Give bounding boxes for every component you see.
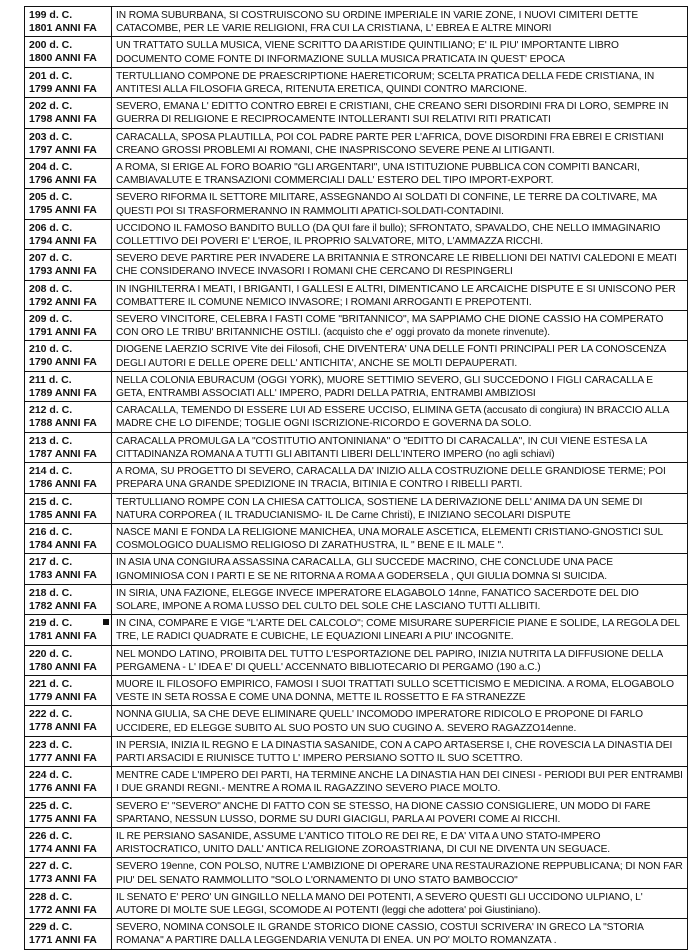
- years-ago-label: 1780 ANNI FA: [29, 660, 97, 673]
- event-text: IN ASIA UNA CONGIURA ASSASSINA CARACALLA, GLI SUCCEDE MACRINO, CHE CONCLUDE UNA PACE IGNOMINIOSA CON I PARTI E SE NE RITORNA A ROMA A GODERSELA , QUI GIULIA DOMNA SI SUICIDA.: [112, 554, 688, 584]
- year-cell: [25, 402, 112, 432]
- timeline-row: [25, 67, 688, 97]
- timeline-row: [25, 159, 688, 189]
- year-label: 207 d. C.: [29, 252, 73, 265]
- year-label: 210 d. C.: [29, 343, 73, 356]
- timeline-row: [25, 402, 688, 432]
- years-ago-label: 1776 ANNI FA: [29, 782, 97, 795]
- year-cell: [25, 219, 112, 249]
- year-cell: [25, 493, 112, 523]
- event-text: A ROMA, SU PROGETTO DI SEVERO, CARACALLA DA' INIZIO ALLA COSTRUZIONE DELLE GRANDIOSE TERME; POI PREPARA UNA GRANDE SPEDIZIONE IN TRACIA, BITINIA E CONTRO I RIBELLI PARTI.: [112, 463, 688, 493]
- timeline-row: [25, 37, 688, 67]
- year-cell: [25, 67, 112, 97]
- years-ago-label: 1792 ANNI FA: [29, 295, 97, 308]
- years-ago-label: 1779 ANNI FA: [29, 690, 97, 703]
- timeline-table: [24, 6, 688, 950]
- event-text: NASCE MANI E FONDA LA RELIGIONE MANICHEA, UNA MORALE ASCETICA, ELEMENTI CRISTIANO-GNOSTICI SUL COSMOLOGICO DUALISMO RELIGIOSO DI ZARATHUSTRA, IL " BENE E IL MALE ".: [112, 523, 688, 553]
- year-cell: [25, 311, 112, 341]
- year-label: 211 d. C.: [29, 373, 72, 386]
- event-text: CARACALLA, SPOSA PLAUTILLA, POI COL PADRE PARTE PER L'AFRICA, DOVE DISORDINI FRA EBREI E CRISTIANI CREANO GROSSI PROBLEMI AI ROMANI, CHE INASPRISCONO SEVERE PENE AI LITIGANTI.: [112, 128, 688, 158]
- year-cell: [25, 645, 112, 675]
- year-label: 229 d. C.: [29, 921, 73, 934]
- years-ago-label: 1797 ANNI FA: [29, 143, 97, 156]
- year-cell: [25, 523, 112, 553]
- timeline-row: [25, 554, 688, 584]
- years-ago-label: 1795 ANNI FA: [29, 204, 97, 217]
- years-ago-label: 1772 ANNI FA: [29, 903, 97, 916]
- year-label: 218 d. C.: [29, 586, 73, 599]
- event-text: NELLA COLONIA EBURACUM (OGGI YORK), MUORE SETTIMIO SEVERO, GLI SUCCEDONO I FIGLI CARACALLA E GETA, ENTRAMBI ASSOCIATI ALL' IMPERO, PADRI DELLA PATRIA, ENTRAMBI AMBIZIOSI: [112, 371, 688, 401]
- event-text: MENTRE CADE L'IMPERO DEI PARTI, HA TERMINE ANCHE LA DINASTIA HAN DEI CINESI - PERIODI BUI PER ENTRAMBI I DUE GRANDI REGNI.- MENTRE A ROMA IL RAGAZZINO SEVERO PIACE MOLTO.: [112, 767, 688, 797]
- timeline-row: [25, 219, 688, 249]
- years-ago-label: 1796 ANNI FA: [29, 174, 97, 187]
- year-cell: [25, 584, 112, 614]
- years-ago-label: 1794 ANNI FA: [29, 234, 97, 247]
- year-label: 201 d. C.: [29, 69, 73, 82]
- year-cell: [25, 675, 112, 705]
- year-cell: [25, 797, 112, 827]
- bullet-marker-icon: [103, 619, 109, 625]
- event-text: IN CINA, COMPARE E VIGE "L'ARTE DEL CALCOLO"; COME MISURARE SUPERFICIE PIANE E SOLIDE, LA REGOLA DEL TRE, LE RADICI QUADRATE E CUBICHE, LE EQUAZIONI LINEARI A PIU' INCOGNITE.: [112, 615, 688, 645]
- year-cell: [25, 736, 112, 766]
- timeline-row: [25, 675, 688, 705]
- event-text: SEVERO DEVE PARTIRE PER INVADERE LA BRITANNIA E STRONCARE LE RIBELLIONI DEI NATIVI CALEDONI E MEATI CHE CONSIDERANO INVECE INVASORI I ROMANI CHE CERCANO DI RESPINGERLI: [112, 250, 688, 280]
- year-cell: [25, 463, 112, 493]
- year-cell: [25, 371, 112, 401]
- years-ago-label: 1791 ANNI FA: [29, 326, 97, 339]
- timeline-row: [25, 797, 688, 827]
- timeline-body: [25, 7, 688, 950]
- event-text: IL SENATO E' PERO' UN GINGILLO NELLA MANO DEI POTENTI, A SEVERO QUESTI GLI UCCIDONO ULPIANO, L' AUTORE DI MOLTE SUE LEGGI, SCOMODE AI POTENTI (leggi che adottera' poi Giustiniano).: [112, 888, 688, 918]
- year-cell: [25, 189, 112, 219]
- year-cell: [25, 98, 112, 128]
- year-cell: [25, 767, 112, 797]
- year-label: 215 d. C.: [29, 495, 73, 508]
- year-label: 228 d. C.: [29, 890, 73, 903]
- year-cell: [25, 159, 112, 189]
- years-ago-label: 1788 ANNI FA: [29, 417, 97, 430]
- event-text: IN SIRIA, UNA FAZIONE, ELEGGE INVECE IMPERATORE ELAGABOLO 14nne, FANATICO SACERDOTE DEL DIO SOLARE, IMPONE A ROMA LUSSO DEL CULTO DEL SOLE CHE LASCIANO TUTTI ALLIBITI.: [112, 584, 688, 614]
- event-text: IN PERSIA, INIZIA IL REGNO E LA DINASTIA SASANIDE, CON A CAPO ARTASERSE I, CHE ROVESCIA LA DINASTIA DEI PARTI ARSACIDI E RIUNISCE TUTTO L' IMPERO PERSIANO SOTTO IL SUO SCETTRO.: [112, 736, 688, 766]
- timeline-row: [25, 463, 688, 493]
- timeline-row: [25, 432, 688, 462]
- year-label: 224 d. C.: [29, 769, 73, 782]
- year-cell: [25, 250, 112, 280]
- years-ago-label: 1781 ANNI FA: [29, 630, 97, 643]
- timeline-row: [25, 7, 688, 37]
- years-ago-label: 1784 ANNI FA: [29, 538, 97, 551]
- years-ago-label: 1771 ANNI FA: [29, 934, 97, 947]
- timeline-row: [25, 858, 688, 888]
- years-ago-label: 1775 ANNI FA: [29, 812, 97, 825]
- year-cell: [25, 919, 112, 949]
- year-label: 216 d. C.: [29, 525, 73, 538]
- years-ago-label: 1800 ANNI FA: [29, 52, 97, 65]
- event-text: NEL MONDO LATINO, PROIBITA DEL TUTTO L'ESPORTAZIONE DEL PAPIRO, INIZIA NUTRITA LA DIFFUSIONE DELLA PERGAMENA - L' IDEA E' DI QUELL' ACCENNATO BIBLIOTECARIO DI PERGAMO (190 a.C.): [112, 645, 688, 675]
- years-ago-label: 1790 ANNI FA: [29, 356, 97, 369]
- year-label: 212 d. C.: [29, 404, 73, 417]
- year-label: 220 d. C.: [29, 647, 73, 660]
- year-label: 221 d. C.: [29, 677, 73, 690]
- year-label: 217 d. C.: [29, 556, 73, 569]
- year-label: 202 d. C.: [29, 100, 73, 113]
- event-text: TERTULLIANO COMPONE DE PRAESCRIPTIONE HAERETICORUM; SCELTA PRATICA DELLA FEDE CRISTIANA, IN ANTITESI ALLA FILOSOFIA GRECA, RITENUTA ERETICA, QUINDI CONTRO MARCIONE.: [112, 67, 688, 97]
- event-text: SEVERO, EMANA L' EDITTO CONTRO EBREI E CRISTIANI, CHE CREANO SERI DISORDINI FRA DI LORO, SEMPRE IN GUERRA DI RELIGIONE E RECIPROCAMENTE INTOLLERANTI SUI RELATIVI RITI PRATICATI: [112, 98, 688, 128]
- event-text: IL RE PERSIANO SASANIDE, ASSUME L'ANTICO TITOLO RE DEI RE, E DA' VITA A UNO STATO-IMPERO ARISTOCRATICO, UNITO DALL' ANTICA RELIGIONE ZOROASTRIANA, DI CUI NE DIVENTA UN SEGUACE.: [112, 827, 688, 857]
- year-cell: [25, 7, 112, 37]
- years-ago-label: 1787 ANNI FA: [29, 447, 97, 460]
- timeline-row: [25, 706, 688, 736]
- event-text: CARACALLA, TEMENDO DI ESSERE LUI AD ESSERE UCCISO, ELIMINA GETA (accusato di congiura) IN BRACCIO ALLA MADRE CHE LO DIFENDE; TOGLIE OGNI ISCRIZIONE-RICORDO E GOVERNA DA SOLO.: [112, 402, 688, 432]
- year-label: 214 d. C.: [29, 465, 73, 478]
- event-text: UN TRATTATO SULLA MUSICA, VIENE SCRITTO DA ARISTIDE QUINTILIANO; E' IL PIU' IMPORTANTE LIBRO DOCUMENTO COME FONTE DI INFORMAZIONE SULLA MUSICA PRATICATA IN QUEST' EPOCA: [112, 37, 688, 67]
- timeline-row: [25, 615, 688, 645]
- event-text: DIOGENE LAERZIO SCRIVE Vite dei Filosofi, CHE DIVENTERA' UNA DELLE FONTI PRINCIPALI PER LA CONOSCENZA DEGLI AUTORI E DELLE OPERE DELL' ANTICHITA', ANCHE SE MOLTI DEPAUPERATI.: [112, 341, 688, 371]
- timeline-row: [25, 493, 688, 523]
- timeline-row: [25, 98, 688, 128]
- timeline-row: [25, 128, 688, 158]
- timeline-row: [25, 371, 688, 401]
- years-ago-label: 1786 ANNI FA: [29, 478, 97, 491]
- year-cell: [25, 888, 112, 918]
- years-ago-label: 1799 ANNI FA: [29, 82, 97, 95]
- timeline-row: [25, 919, 688, 949]
- year-cell: [25, 858, 112, 888]
- year-label: 226 d. C.: [29, 829, 73, 842]
- timeline-row: [25, 736, 688, 766]
- timeline-row: [25, 827, 688, 857]
- years-ago-label: 1778 ANNI FA: [29, 721, 97, 734]
- year-label: 222 d. C.: [29, 708, 73, 721]
- year-label: 213 d. C.: [29, 434, 73, 447]
- years-ago-label: 1793 ANNI FA: [29, 265, 97, 278]
- event-text: IN ROMA SUBURBANA, SI COSTRUISCONO SU ORDINE IMPERIALE IN VARIE ZONE, I NUOVI CIMITERI DETTE CATACOMBE, PER LE VARIE RELIGIONI, FRA CUI LA CRISTIANA, L' EBREA E ALTRE MINORI: [112, 7, 688, 37]
- year-cell: [25, 341, 112, 371]
- year-cell: [25, 554, 112, 584]
- year-cell: [25, 706, 112, 736]
- event-text: SEVERO E' "SEVERO" ANCHE DI FATTO CON SE STESSO, HA DIONE CASSIO CONSIGLIERE, UN MODO DI FARE SPARTANO, NESSUN LUSSO, DORME SU DURI GIACIGLI, PARLA AI POVERI COME AI RICCHI.: [112, 797, 688, 827]
- timeline-row: [25, 584, 688, 614]
- year-label: 204 d. C.: [29, 161, 73, 174]
- timeline-row: [25, 311, 688, 341]
- year-label: 225 d. C.: [29, 799, 73, 812]
- years-ago-label: 1801 ANNI FA: [29, 22, 97, 34]
- timeline-row: [25, 888, 688, 918]
- years-ago-label: 1783 ANNI FA: [29, 569, 97, 582]
- timeline-row: [25, 767, 688, 797]
- event-text: TERTULLIANO ROMPE CON LA CHIESA CATTOLICA, SOSTIENE LA DERIVAZIONE DELL' ANIMA DA UN SEME DI NATURA CORPOREA ( IL TRADUCIANISMO- IL De Carne Christi), E INIZIANO SECOLARI DISPUTE: [112, 493, 688, 523]
- event-text: SEVERO, NOMINA CONSOLE IL GRANDE STORICO DIONE CASSIO, COSTUI SCRIVERA' IN GRECO LA "STORIA ROMANA" A PARTIRE DALLA LEGGENDARIA VENUTA DI ENEA. UN PO' MOLTO ROMANZATA .: [112, 919, 688, 949]
- timeline-row: [25, 250, 688, 280]
- timeline-row: [25, 645, 688, 675]
- event-text: CARACALLA PROMULGA LA "COSTITUTIO ANTONINIANA" O "EDITTO DI CARACALLA", IN CUI VIENE ESTESA LA CITTADINANZA ROMANA A TUTTI GLI ABITANTI LIBERI DELL'INTERO IMPERO (no agli schiavi): [112, 432, 688, 462]
- year-label: 209 d. C.: [29, 313, 73, 326]
- years-ago-label: 1789 ANNI FA: [29, 386, 97, 399]
- years-ago-label: 1773 ANNI FA: [29, 873, 97, 886]
- year-cell: [25, 128, 112, 158]
- year-label: 227 d. C.: [29, 860, 73, 873]
- years-ago-label: 1777 ANNI FA: [29, 751, 97, 764]
- year-label: 200 d. C.: [29, 39, 73, 52]
- timeline-row: [25, 523, 688, 553]
- years-ago-label: 1798 ANNI FA: [29, 113, 97, 126]
- event-text: NONNA GIULIA, SA CHE DEVE ELIMINARE QUELL' INCOMODO IMPERATORE RIDICOLO E PROPONE DI FARLO UCCIDERE, ED ELEGGE SUBITO AL SUO POSTO UN SUO CUGINO A. SEVERO RAGAZZO14enne.: [112, 706, 688, 736]
- year-label: 206 d. C.: [29, 221, 73, 234]
- years-ago-label: 1785 ANNI FA: [29, 508, 97, 521]
- year-label: 223 d. C.: [29, 738, 73, 751]
- event-text: MUORE IL FILOSOFO EMPIRICO, FAMOSI I SUOI TRATTATI SULLO SCETTICISMO E MEDICINA. A ROMA, ELOGABOLO VESTE IN SETA ROSSA E COME UNA DONNA, METTE IL ROSSETTO E FA STRANEZZE: [112, 675, 688, 705]
- year-label: 199 d. C.: [29, 9, 73, 21]
- year-label: 203 d. C.: [29, 130, 73, 143]
- year-cell: [25, 615, 112, 645]
- year-cell: [25, 280, 112, 310]
- year-label: 219 d. C.: [29, 617, 73, 630]
- event-text: SEVERO RIFORMA IL SETTORE MILITARE, ASSEGNANDO AI SOLDATI DI CONFINE, LE TERRE DA COLTIVARE, MA QUESTI POI SI TRASFORMERANNO IN RAMMOLITI APATICI-SOLDATI-CONTADINI.: [112, 189, 688, 219]
- event-text: A ROMA, SI ERIGE AL FORO BOARIO "GLI ARGENTARI", UNA ISTITUZIONE PUBBLICA CON COMPITI BANCARI, CAMBIAVALUTE E TRANSAZIONI COMMERCIALI DALL' ESTERO DEL TIPO IMPORT-EXPORT.: [112, 159, 688, 189]
- timeline-row: [25, 280, 688, 310]
- year-label: 208 d. C.: [29, 282, 73, 295]
- year-label: 205 d. C.: [29, 191, 73, 204]
- event-text: IN INGHILTERRA I MEATI, I BRIGANTI, I GALLESI E ALTRI, DIMENTICANO LE ARCAICHE DISPUTE E SI UNISCONO PER COMBATTERE IL COMUNE NEMICO INVASORE; I ROMANI ARROGANTI E PREPOTENTI.: [112, 280, 688, 310]
- event-text: UCCIDONO IL FAMOSO BANDITO BULLO (DA QUI fare il bullo); SFRONTATO, SPAVALDO, CHE NELLO IMMAGINARIO COLLETTIVO DEI POVERI E' L'EROE, IL PROPRIO SALVATORE, MITO, L'AMMAZZA RICCHI.: [112, 219, 688, 249]
- timeline-row: [25, 341, 688, 371]
- event-text: SEVERO VINCITORE, CELEBRA I FASTI COME "BRITANNICO", MA SAPPIAMO CHE DIONE CASSIO HA COMPERATO CON ORO LE TRIBU' BRITANNICHE OSTILI. (acquisto che e' oggi provato da monete rinvenute).: [112, 311, 688, 341]
- years-ago-label: 1782 ANNI FA: [29, 599, 97, 612]
- event-text: SEVERO 19enne, CON POLSO, NUTRE L'AMBIZIONE DI OPERARE UNA RESTAURAZIONE REPPUBLICANA; DI NON FAR PIU' DEL SENATO RAMMOLLITO "SOLO L'ORNAMENTO DI UNO STATO BAMBOCCIO": [112, 858, 688, 888]
- year-cell: [25, 37, 112, 67]
- years-ago-label: 1774 ANNI FA: [29, 842, 97, 855]
- timeline-row: [25, 189, 688, 219]
- year-cell: [25, 827, 112, 857]
- year-cell: [25, 432, 112, 462]
